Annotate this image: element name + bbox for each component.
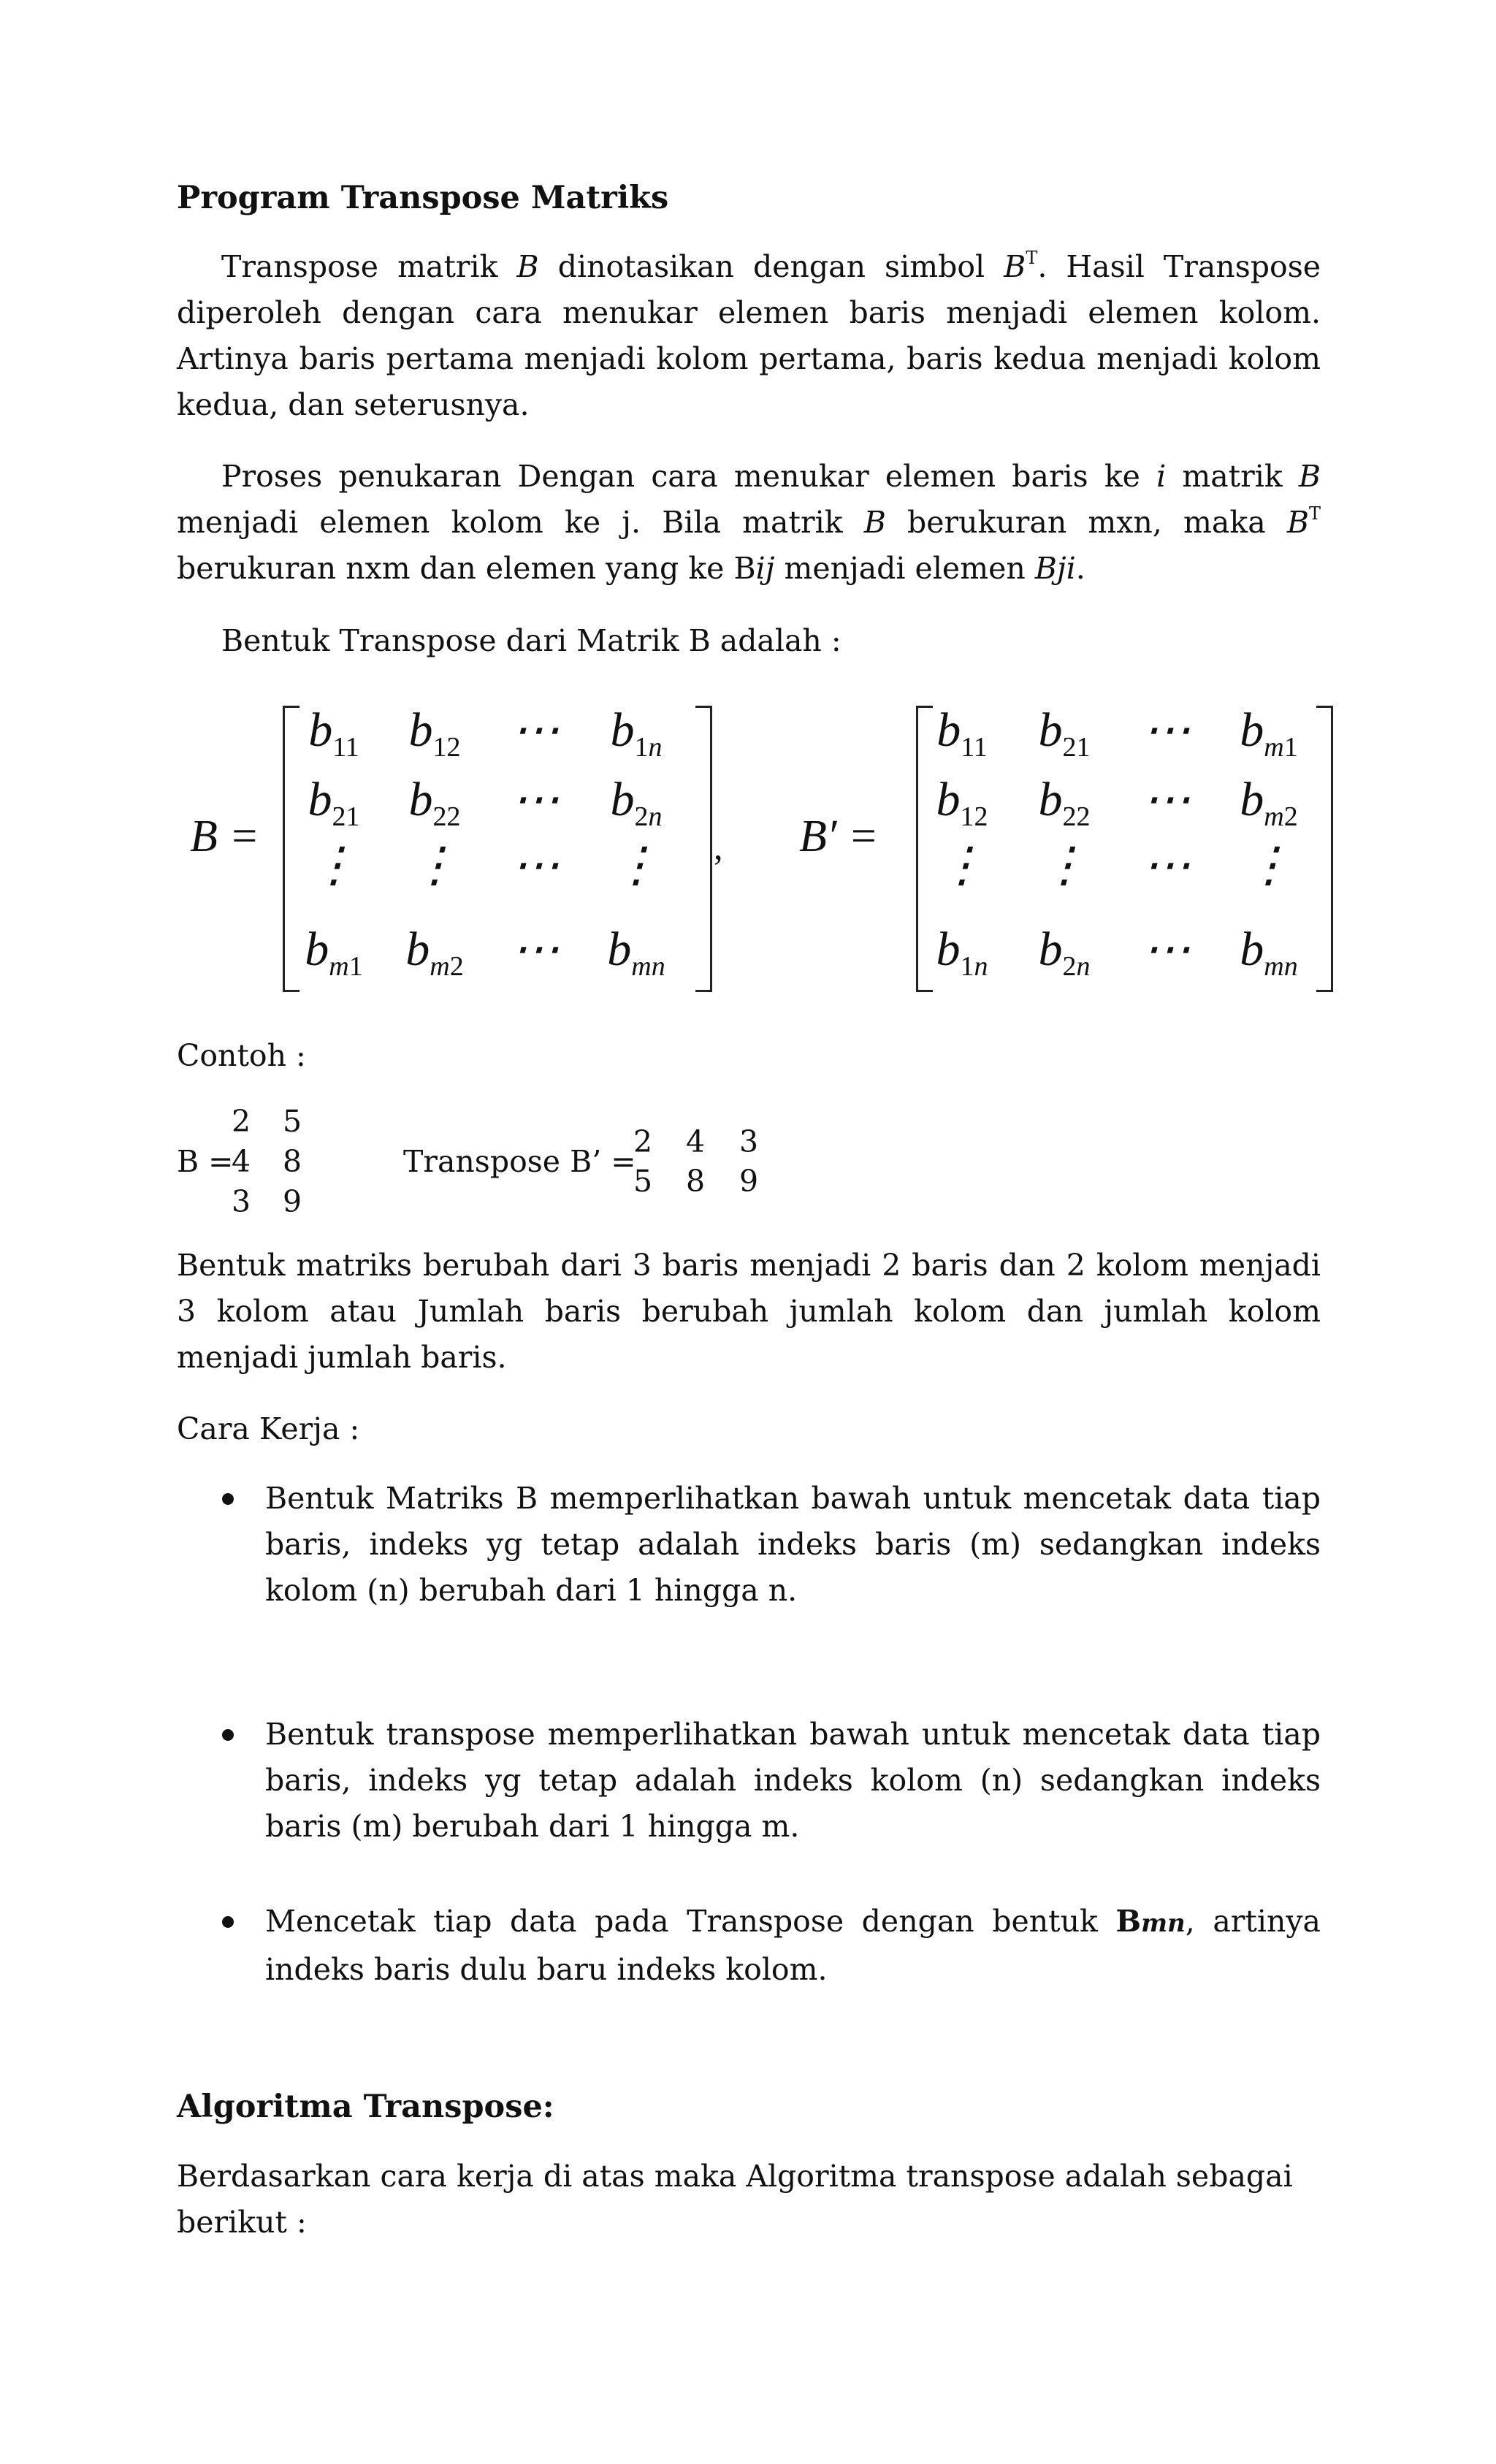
formula-comma: , — [714, 826, 723, 867]
matrix-b-cell: ⋮ — [411, 839, 459, 892]
matrix-bt-cell: $b_{2n}$ — [1038, 923, 1091, 982]
matrix-bt-cell: $b_{11}$ — [936, 703, 988, 763]
matrix-bt-label: B′ = — [799, 812, 879, 861]
contoh-t-cell: 5 — [633, 1164, 653, 1199]
matrix-bt-right-bracket — [1316, 706, 1333, 992]
paragraph-bentuk-transpose: Bentuk Transpose dari Matrik B adalah : — [221, 623, 842, 658]
paragraph-process: Proses penukaran Dengan cara menukar elemen baris ke i matrik B menjadi elemen kolom ke j. Bila matrik B berukuran mxn, maka $B^T$ berukuran nxm dan elemen yang ke Bij menjadi elemen Bji. — [177, 459, 1321, 586]
list-item-text: Bentuk Matriks B memperlihatkan bawah untuk mencetak data tiap baris, indeks yg tetap adalah indeks baris (m) sedangkan indeks kolom (n) berubah dari 1 hingga n. — [265, 1481, 1321, 1608]
matrix-b-cell: $b_{2n}$ — [610, 773, 663, 832]
contoh-b-cell: 5 — [283, 1104, 302, 1139]
list-item — [177, 1899, 1321, 1993]
matrix-b-cell: ⋮ — [310, 839, 358, 892]
contoh-b-cell: 3 — [232, 1184, 251, 1219]
matrix-bt-cell: ⋮ — [1040, 839, 1088, 892]
matrix-b-cell: $b_{21}$ — [308, 773, 360, 832]
matrix-bt-cell: $b_{m1}$ — [1240, 703, 1298, 763]
matrix-bt-cell: ⋯ — [1142, 703, 1191, 757]
matrix-bt-cell: $b_{1n}$ — [936, 923, 988, 982]
contoh-t-cell: 2 — [633, 1124, 653, 1159]
matrix-bt-cell: ⋯ — [1142, 839, 1191, 892]
matrix-b-label: B = — [190, 812, 260, 861]
matrix-bt-cell: $b_{21}$ — [1038, 703, 1091, 763]
contoh-t-cell: 4 — [686, 1124, 706, 1159]
matrix-b-cell: ⋯ — [511, 923, 560, 976]
contoh-b-cell: 9 — [283, 1184, 302, 1219]
bullet-icon — [222, 1916, 234, 1928]
bullet-icon — [222, 1493, 234, 1505]
contoh-b-label: B = — [177, 1144, 234, 1179]
matrix-b-cell: $b_{11}$ — [308, 703, 359, 763]
matrix-b-cell: ⋮ — [612, 839, 660, 892]
matrix-bt-cell: ⋯ — [1142, 773, 1191, 826]
matrix-bt-cell: $b_{12}$ — [936, 773, 988, 832]
list-item-text: Bentuk transpose memperlihatkan bawah untuk mencetak data tiap baris, indeks yg tetap adalah indeks kolom (n) sedangkan indeks baris (m) berubah dari 1 hingga m. — [265, 1717, 1321, 1844]
matrix-b-right-bracket — [695, 706, 712, 992]
matrix-bt-cell: $b_{22}$ — [1038, 773, 1091, 832]
matrix-b-cell: $b_{12}$ — [408, 703, 461, 763]
list-item — [177, 1476, 1321, 1614]
matrix-b-cell: $b_{22}$ — [408, 773, 461, 832]
matrix-b-cell: $b_{mn}$ — [607, 923, 665, 982]
section-title: Program Transpose Matriks — [177, 180, 669, 216]
matrix-b-cell: ⋯ — [511, 839, 560, 892]
contoh-example — [177, 1103, 1321, 1235]
contoh-t-cell: 3 — [739, 1124, 759, 1159]
matrix-b-cell: $b_{1n}$ — [610, 703, 663, 763]
contoh-b-cell: 2 — [232, 1104, 251, 1139]
contoh-b-cell: 8 — [283, 1144, 302, 1179]
matrix-b-cell: ⋯ — [511, 773, 560, 826]
matrix-b-cell: $b_{m1}$ — [305, 923, 363, 982]
matrix-b-cell: $b_{m2}$ — [405, 923, 464, 982]
paragraph-bentuk-matriks: Bentuk matriks berubah dari 3 baris menjadi 2 baris dan 2 kolom menjadi 3 kolom atau Jumlah baris berubah jumlah kolom dan jumlah kolom menjadi jumlah baris. — [177, 1248, 1321, 1375]
contoh-b-cell: 4 — [232, 1144, 251, 1179]
cara-kerja-label: Cara Kerja : — [177, 1411, 360, 1446]
paragraph-algoritma: Berdasarkan cara kerja di atas maka Algoritma transpose adalah sebagai berikut : — [177, 2159, 1293, 2240]
matrix-bt-cell: $b_{m2}$ — [1240, 773, 1298, 832]
contoh-label: Contoh : — [177, 1038, 306, 1073]
matrix-bt-cell: ⋮ — [1245, 839, 1293, 892]
contoh-t-cell: 8 — [686, 1164, 706, 1199]
matrix-b-cell: ⋯ — [511, 703, 560, 757]
matrix-bt-cell: ⋯ — [1142, 923, 1191, 976]
algoritma-heading: Algoritma Transpose: — [177, 2089, 554, 2125]
list-item-text: Mencetak tiap data pada Transpose dengan bentuk Bmn, artinya indeks baris dulu baru indeks kolom. — [265, 1904, 1321, 1987]
paragraph-definition: Transpose matrik B dinotasikan dengan simbol $B^T$. Hasil Transpose diperoleh dengan cara menukar elemen baris menjadi elemen kolom. Artinya baris pertama menjadi kolom pertama, baris kedua menjadi kolom kedua, dan seterusnya. — [177, 248, 1321, 422]
list-item — [177, 1712, 1321, 1850]
bullet-icon — [222, 1729, 234, 1741]
matrix-bt-cell: $b_{mn}$ — [1240, 923, 1298, 982]
matrix-formula — [177, 701, 1321, 993]
matrix-bt-cell: ⋮ — [938, 839, 986, 892]
contoh-t-cell: 9 — [739, 1164, 759, 1199]
contoh-transpose-label: Transpose B’ = — [403, 1144, 636, 1179]
